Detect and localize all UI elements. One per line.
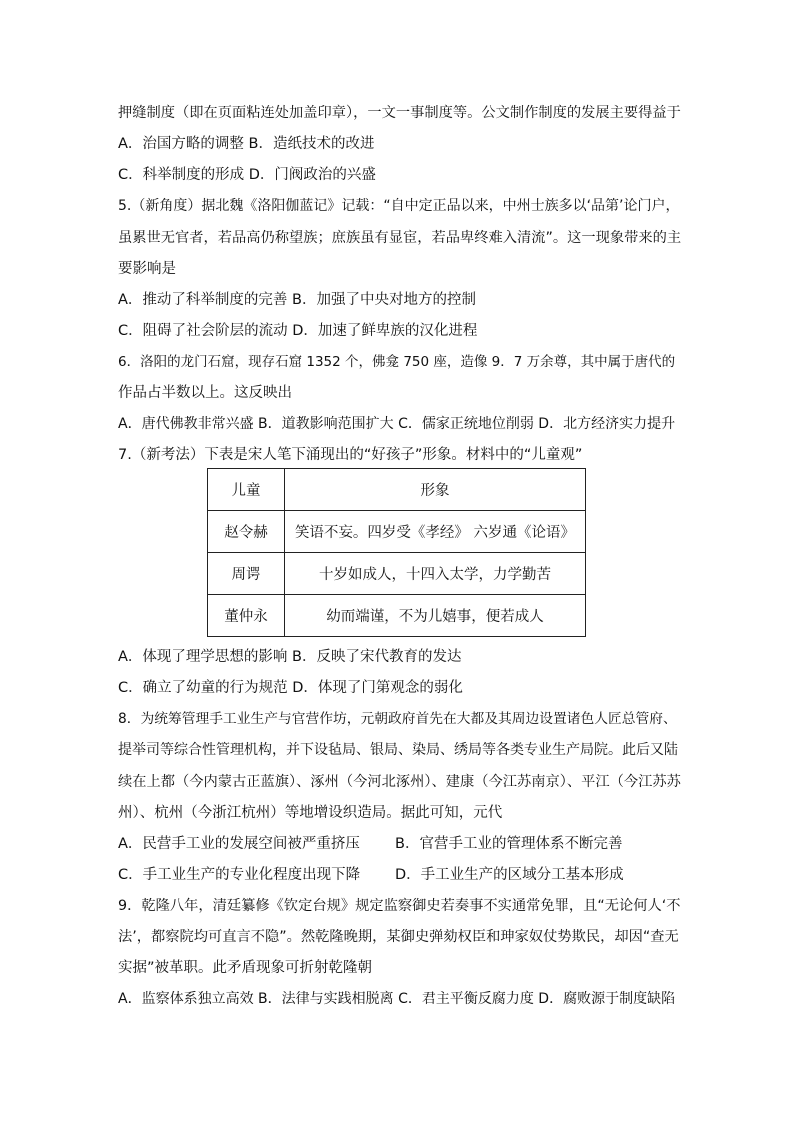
- q8-stem-line-4: 州）、杭州（今浙江杭州）等地增设织造局。据此可知，元代: [118, 805, 503, 821]
- table-row: [208, 553, 586, 595]
- table-cell-name: 周谔: [208, 553, 285, 595]
- q8-option-c: C．手工业生产的专业化程度出现下降: [118, 867, 361, 883]
- q5-stem-line-2: 虽累世无官者，若品高仍称望族；庶族虽有显宦，若品卑终难入清流”。这一现象带来的主: [118, 230, 682, 246]
- q6-stem-line-1: 6．洛阳的龙门石窟，现存石窟 1352 个，佛龛 750 座，造像 9．7 万余尊，其中属于唐代的: [118, 354, 676, 370]
- q8-stem-line-2: 提举司等综合性管理机构，并下设毡局、银局、染局、绣局等各类专业生产局院。此后又陆: [118, 742, 678, 758]
- q5-options-cd: C．阻碍了社会阶层的流动 D．加速了鲜卑族的汉化进程: [118, 323, 478, 339]
- table-cell-name: 董仲永: [208, 595, 285, 637]
- q7-options-cd: C．确立了幼童的行为规范 D．体现了门第观念的弱化: [118, 680, 463, 696]
- q6-stem-line-2: 作品占半数以上。这反映出: [118, 385, 292, 401]
- table-cell-description: 幼而端谨，不为儿嬉事，便若成人: [285, 595, 586, 637]
- q8-option-b: B．官营手工业的管理体系不断完善: [395, 836, 623, 852]
- q5-stem-line-1: 5.（新角度）据北魏《洛阳伽蓝记》记载：“自中定正品以来，中州士族多以‘品第’论门户，: [118, 198, 680, 214]
- q8-stem-line-1: 8．为统筹管理手工业生产与官营作坊，元朝政府首先在大都及其周边设置诸色人匠总管府、: [118, 711, 677, 727]
- q4-options-ab: A．治国方略的调整 B．造纸技术的改进: [118, 136, 375, 152]
- q6-options: A．唐代佛教非常兴盛 B．道教影响范围扩大 C．儒家正统地位削弱 D．北方经济实力提升: [118, 416, 676, 432]
- q8-option-d: D．手工业生产的区域分工基本形成: [395, 867, 624, 883]
- q8-stem-line-3: 续在上都（今内蒙古正蓝旗）、涿州（今河北涿州）、建康（今江苏南京）、平江（今江苏苏: [118, 774, 681, 790]
- q7-options-ab: A．体现了理学思想的影响 B．反映了宋代教育的发达: [118, 649, 462, 665]
- q7-stem: 7.（新考法）下表是宋人笔下涌现出的“好孩子”形象。材料中的“儿童观”: [118, 447, 583, 463]
- table-row: [208, 595, 586, 637]
- table-header-cell: 儿童: [208, 469, 285, 511]
- q4-stem-line: 押缝制度（即在页面粘连处加盖印章），一文一事制度等。公文制作制度的发展主要得益于: [118, 105, 681, 121]
- q9-stem-line-1: 9．乾隆八年，清廷纂修《钦定台规》规定监察御史若奏事不实通常免罪，且“无论何人‘不: [118, 898, 681, 914]
- q5-options-ab: A．推动了科举制度的完善 B．加强了中央对地方的控制: [118, 292, 476, 308]
- table-cell-description: 笑语不妄。四岁受《孝经》 六岁通《论语》: [285, 511, 586, 553]
- q5-stem-line-3: 要影响是: [118, 261, 176, 277]
- children-table: [207, 468, 586, 637]
- q8-option-a: A．民营手工业的发展空间被严重挤压: [118, 836, 360, 852]
- q9-stem-line-3: 实据”被革职。此矛盾现象可折射乾隆朝: [118, 960, 373, 976]
- q9-stem-line-2: 法’，都察院均可直言不隐”。然乾隆晚期，某御史弹劾权臣和珅家奴仗势欺民，却因“查无: [118, 929, 679, 945]
- table-cell-name: 赵令赫: [208, 511, 285, 553]
- table-row: [208, 511, 586, 553]
- q4-options-cd: C．科举制度的形成 D．门阀政治的兴盛: [118, 167, 376, 183]
- table-cell-description: 十岁如成人，十四入太学，力学勤苦: [285, 553, 586, 595]
- table-header-row: [208, 469, 586, 511]
- table-header-cell: 形象: [285, 469, 586, 511]
- q9-options: A．监察体系独立高效 B．法律与实践相脱离 C．君主平衡反腐力度 D．腐败源于制度缺陷: [118, 991, 676, 1007]
